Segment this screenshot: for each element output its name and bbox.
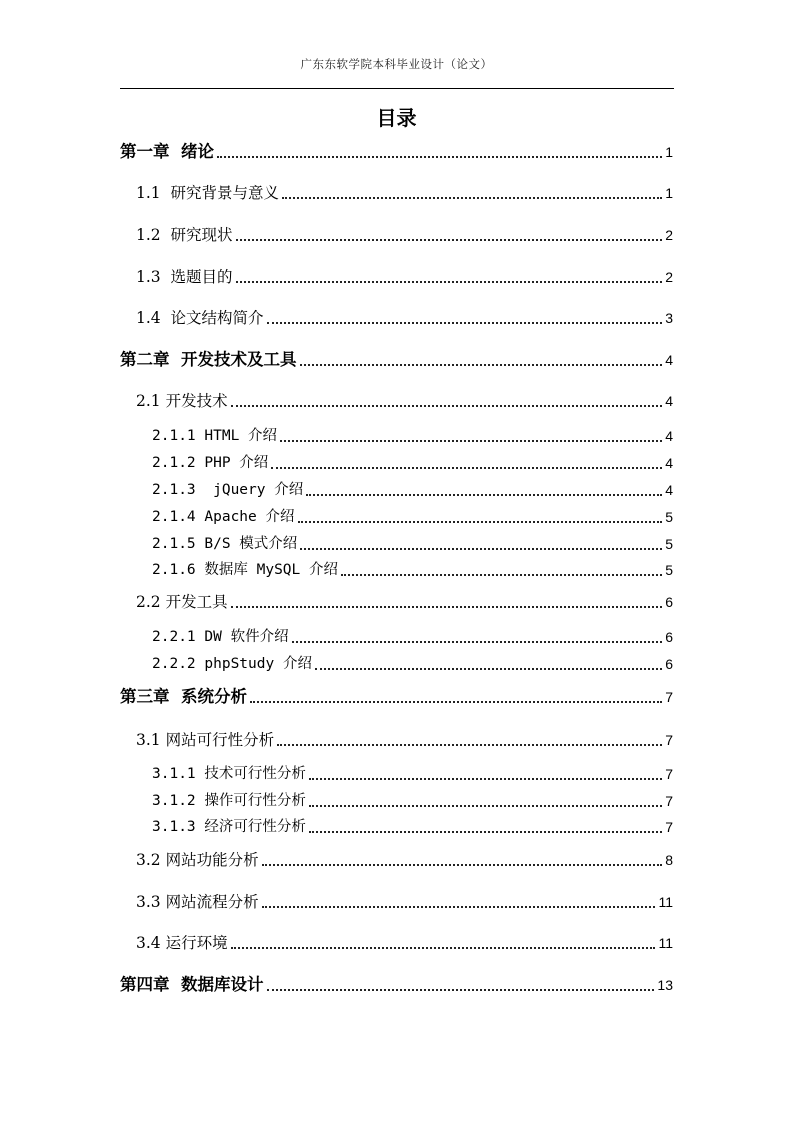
toc-entry-page-number: 4 [665,482,673,498]
toc-entry-label: 3.2 网站功能分析 [136,851,259,869]
dot-leader [309,805,662,807]
dot-leader [309,831,662,833]
toc-entry-label: 3.1.1 技术可行性分析 [152,766,306,782]
dot-leader [236,281,663,283]
toc-entry-label: 第一章 绪论 [120,142,214,161]
toc-entry-page-number: 5 [665,562,673,578]
dot-leader [267,989,655,991]
toc-entry[interactable] [136,389,673,411]
running-header: 广东东软学院本科毕业设计（论文） [300,57,493,71]
dot-leader [231,405,663,407]
toc-entry-page-number: 2 [665,269,673,285]
toc-entry-page-number: 3 [665,310,673,326]
toc-entry[interactable] [120,685,673,707]
toc-entry-page-number: 4 [665,455,673,471]
toc-entry[interactable] [152,532,673,554]
toc-entry-label: 2.1.3 jQuery 介绍 [152,482,304,498]
toc-entry-page-number: 8 [665,852,673,868]
toc-entry-page-number: 7 [665,793,673,809]
toc-entry-label: 3.1 网站可行性分析 [136,731,275,749]
toc-entry-label: 2.1 开发技术 [136,392,228,410]
toc-entry-label: 2.1.2 PHP 介绍 [152,455,269,471]
toc-entry[interactable] [136,931,673,953]
toc-entry-page-number: 1 [665,144,673,160]
toc-entry-label: 1.1 研究背景与意义 [136,184,280,202]
dot-leader [341,574,662,576]
dot-leader [309,778,662,780]
dot-leader [231,947,656,949]
toc-entry-page-number: 7 [665,732,673,748]
toc-entry-page-number: 6 [665,629,673,645]
toc-entry[interactable] [136,265,673,287]
toc-entry-page-number: 4 [665,393,673,409]
toc-entry-label: 2.2 开发工具 [136,593,228,611]
toc-entry-label: 2.1.4 Apache 介绍 [152,509,295,525]
dot-leader [300,364,663,366]
toc-title: 目录 [376,106,417,130]
toc-entry-label: 3.1.2 操作可行性分析 [152,793,306,809]
toc-entry-label: 2.1.1 HTML 介绍 [152,428,278,444]
toc-entry[interactable] [120,348,673,370]
toc-entry-page-number: 7 [665,819,673,835]
dot-leader [217,156,662,158]
toc-entry-label: 第四章 数据库设计 [120,975,264,994]
dot-leader [315,668,662,670]
toc-entry-label: 2.2.2 phpStudy 介绍 [152,656,312,672]
dot-leader [306,494,662,496]
toc-entry-label: 2.2.1 DW 软件介绍 [152,629,289,645]
toc-entry-label: 1.4 论文结构简介 [136,309,264,327]
dot-leader [282,197,662,199]
toc-entry-page-number: 11 [658,894,673,910]
toc-entry[interactable] [120,140,673,162]
toc-entry-label: 3.4 运行环境 [136,934,228,952]
toc-entry-page-number: 5 [665,509,673,525]
toc-entry[interactable] [152,815,673,837]
toc-entry[interactable] [152,789,673,811]
toc-entry-page-number: 11 [658,935,673,951]
toc-entry-label: 1.3 选题目的 [136,268,233,286]
dot-leader [292,641,663,643]
dot-leader [262,864,663,866]
toc-entry[interactable] [152,558,673,580]
dot-leader [298,521,663,523]
toc-entry[interactable] [152,652,673,674]
toc-entry[interactable] [136,890,673,912]
dot-leader [300,548,662,550]
toc-entry[interactable] [152,451,673,473]
toc-entry-label: 2.1.6 数据库 MySQL 介绍 [152,562,338,578]
toc-entry[interactable] [136,181,673,203]
toc-entry-page-number: 2 [665,227,673,243]
dot-leader [231,606,663,608]
toc-entry-label: 1.2 研究现状 [136,226,233,244]
toc-entry-page-number: 1 [665,185,673,201]
toc-entry[interactable] [136,223,673,245]
dot-leader [271,467,662,469]
toc-entry-label: 2.1.5 B/S 模式介绍 [152,536,298,552]
toc-entry-page-number: 7 [665,689,673,705]
toc-entry[interactable] [136,728,673,750]
toc-entry-page-number: 13 [657,977,673,993]
toc-entry[interactable] [152,505,673,527]
toc-entry-page-number: 7 [665,766,673,782]
toc-entry-label: 3.3 网站流程分析 [136,893,259,911]
toc-entry-label: 第三章 系统分析 [120,687,247,706]
toc-entry[interactable] [136,590,673,612]
toc-entry-page-number: 6 [665,594,673,610]
dot-leader [250,701,662,703]
dot-leader [262,906,656,908]
toc-entry-page-number: 4 [665,428,673,444]
dot-leader [280,440,662,442]
toc-entry[interactable] [136,848,673,870]
toc-entry[interactable] [136,306,673,328]
dot-leader [267,322,663,324]
toc-entry-page-number: 5 [665,536,673,552]
toc-entry[interactable] [120,973,673,995]
toc-entry-label: 第二章 开发技术及工具 [120,350,297,369]
toc-entry-label: 3.1.3 经济可行性分析 [152,819,306,835]
toc-entry[interactable] [152,762,673,784]
dot-leader [277,744,662,746]
toc-entry[interactable] [152,625,673,647]
toc-entry[interactable] [152,478,673,500]
dot-leader [236,239,663,241]
toc-entry-page-number: 6 [665,656,673,672]
toc-entry-page-number: 4 [665,352,673,368]
toc-entry[interactable] [152,424,673,446]
